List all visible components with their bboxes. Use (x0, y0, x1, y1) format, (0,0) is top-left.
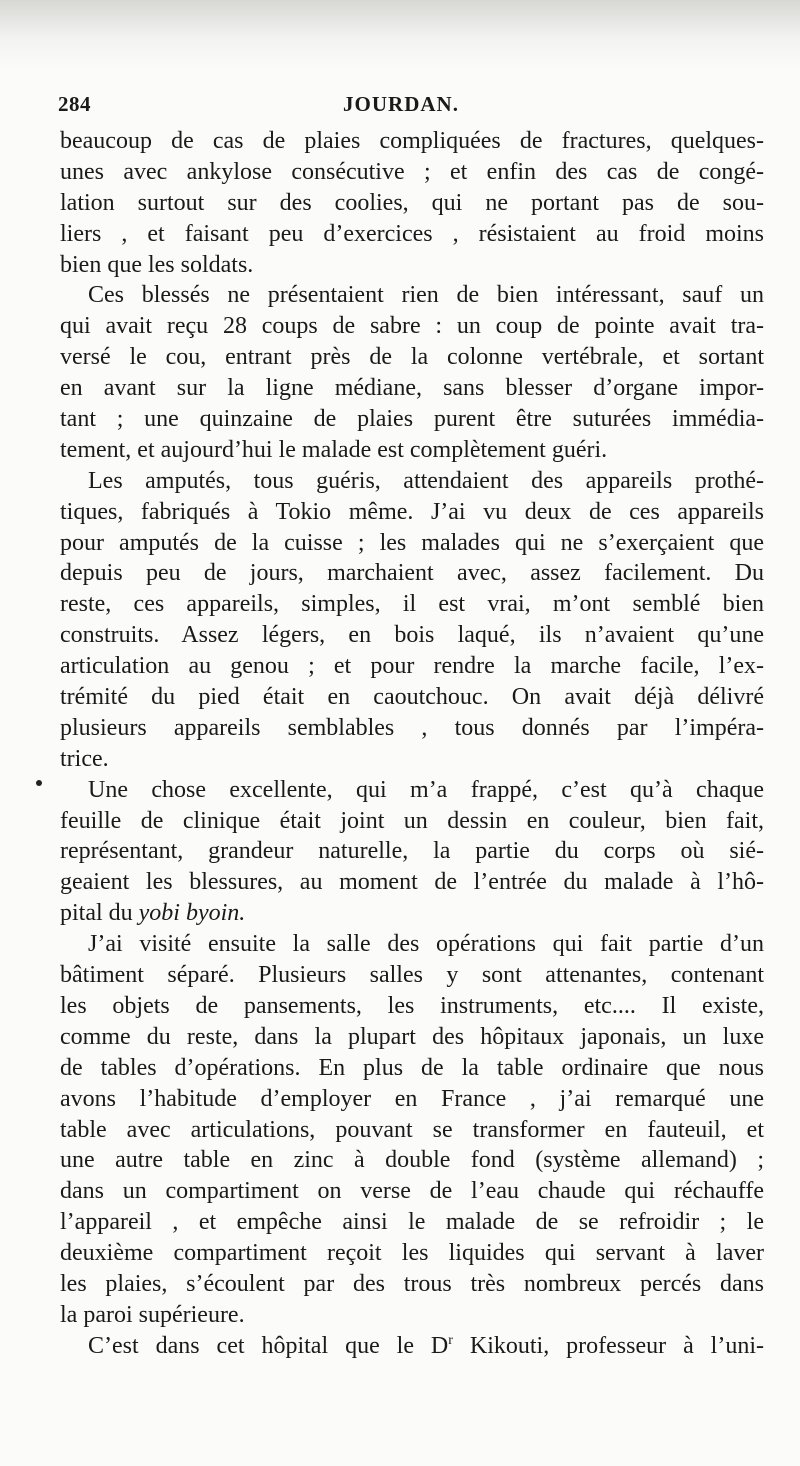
text-line: en avant sur la ligne médiane, sans blesser d’organe impor- (60, 375, 764, 402)
text-line-with-superscript (60, 1331, 764, 1362)
text-line: construits. Assez légers, en bois laqué, ils n’avaient qu’une (60, 622, 764, 649)
text-line: comme du reste, dans la plupart des hôpitaux japonais, un luxe (60, 1023, 764, 1050)
text-line: reste, ces appareils, simples, il est vrai, m’ont semblé bien (60, 591, 764, 618)
italic-term: yobi byoin. (138, 900, 246, 927)
text-line: J’ai visité ensuite la salle des opérations qui fait partie d’un (88, 931, 764, 958)
text-line: plusieurs appareils semblables , tous donnés par l’impéra- (60, 714, 764, 741)
body-text (60, 126, 764, 1362)
text-line: Ces blessés ne présentaient rien de bien intéressant, sauf un (88, 282, 764, 309)
text-line: les plaies, s’écoulent par des trous très nombreux percés dans (60, 1270, 764, 1297)
text-line: représentant, grandeur naturelle, la partie du corps où sié- (60, 838, 764, 865)
text-line-with-italic (60, 898, 764, 929)
superscript: r (448, 1332, 453, 1348)
text-line: Une chose excellente, qui m’a frappé, c’est qu’à chaque (88, 776, 764, 803)
margin-dot (36, 780, 42, 786)
text-line: une autre table en zinc à double fond (système allemand) ; (60, 1147, 764, 1174)
text-line: les objets de pansements, les instruments, etc.... Il existe, (60, 992, 764, 1019)
page-number: 284 (58, 92, 91, 116)
text-line: Les amputés, tous guéris, attendaient des appareils prothé- (88, 467, 764, 494)
scan-edge-shadow (0, 0, 800, 70)
text-line: tiques, fabriqués à Tokio même. J’ai vu deux de ces appareils (60, 498, 764, 525)
text-line: qui avait reçu 28 coups de sabre : un coup de pointe avait tra- (60, 313, 764, 340)
text-line: tement, et aujourd’hui le malade est complètement guéri. (60, 436, 608, 463)
text-line: l’appareil , et empêche ainsi le malade de se refroidir ; le (60, 1209, 764, 1236)
running-head: JOURDAN. (343, 92, 459, 116)
text-line: pour amputés de la cuisse ; les malades qui ne s’exerçaient que (60, 529, 764, 556)
text-line: feuille de clinique était joint un dessin en couleur, bien fait, (60, 807, 764, 834)
text-line: de tables d’opérations. En plus de la table ordinaire que nous (60, 1054, 764, 1081)
text-line: unes avec ankylose consécutive ; et enfin des cas de congé- (60, 158, 764, 185)
page-header (58, 90, 744, 120)
text-line: geaient les blessures, au moment de l’entrée du malade à l’hô- (60, 869, 764, 896)
text-line: depuis peu de jours, marchaient avec, assez facilement. Du (60, 560, 764, 587)
text-line: deuxième compartiment reçoit les liquides qui servant à laver (60, 1240, 764, 1267)
text-fragment: C’est dans cet hôpital que le D (88, 1332, 449, 1359)
text-line: trice. (60, 745, 109, 772)
text-line: versé le cou, entrant près de la colonne vertébrale, et sortant (60, 344, 764, 371)
text-line: beaucoup de cas de plaies compliquées de fractures, quelques- (60, 128, 764, 154)
text-line: table avec articulations, pouvant se transformer en fauteuil, et (60, 1116, 764, 1143)
text-line: la paroi supérieure. (60, 1301, 245, 1328)
text-fragment: Kikouti, professeur à l’uni- (469, 1332, 764, 1359)
text-line: bâtiment séparé. Plusieurs salles y sont attenantes, contenant (60, 962, 764, 989)
text-line: trémité du pied était en caoutchouc. On avait déjà délivré (60, 684, 764, 711)
text-line: avons l’habitude d’employer en France , j’ai remarqué une (60, 1085, 764, 1112)
text-line: bien que les soldats. (60, 251, 254, 278)
text-line: articulation au genou ; et pour rendre la marche facile, l’ex- (60, 653, 764, 680)
text-fragment: pital du (60, 900, 133, 927)
text-line: liers , et faisant peu d’exercices , résistaient au froid moins (60, 220, 764, 247)
text-line: lation surtout sur des coolies, qui ne portant pas de sou- (60, 189, 764, 216)
text-line: tant ; une quinzaine de plaies purent être suturées immédia- (60, 406, 764, 433)
text-line: dans un compartiment on verse de l’eau chaude qui réchauffe (60, 1178, 764, 1205)
